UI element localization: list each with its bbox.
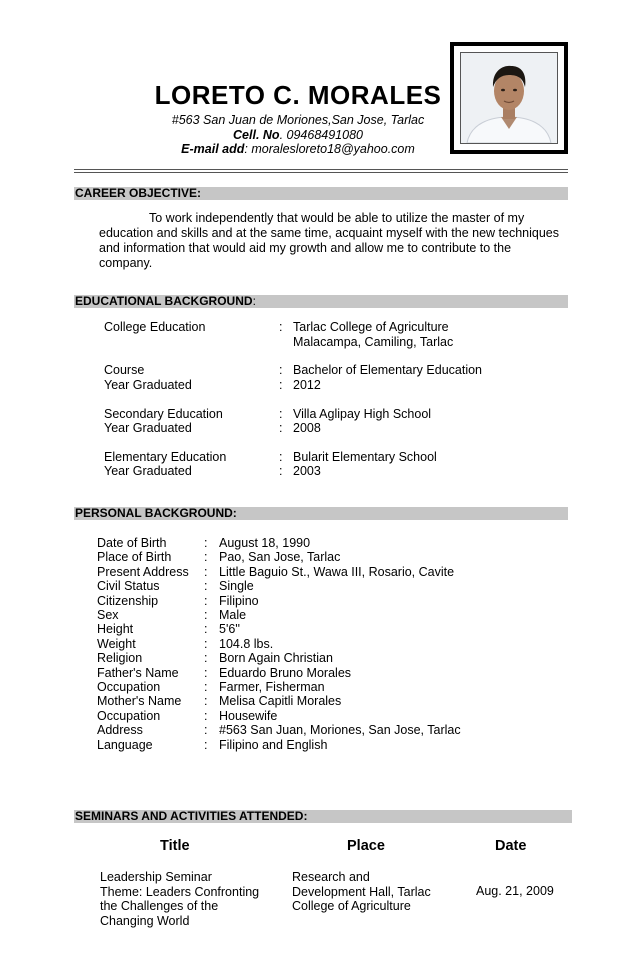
header-divider-second: [74, 172, 568, 173]
applicant-name: LORETO C. MORALES: [154, 80, 442, 110]
education-row-label: Year Graduated: [104, 421, 192, 435]
column-header-date: Date: [495, 838, 527, 854]
personal-row-value: Little Baguio St., Wawa III, Rosario, Cavite: [219, 564, 455, 579]
education-row-value: Villa Aglipay High School: [293, 407, 432, 421]
personal-row-value: 104.8 lbs.: [219, 636, 274, 651]
education-row-value: Malacampa, Camiling, Tarlac: [293, 335, 454, 349]
personal-row-label: Father's Name: [97, 665, 179, 680]
personal-row-separator: :: [204, 608, 208, 622]
career-objective-heading: CAREER OBJECTIVE:: [74, 187, 568, 200]
education-row-separator: :: [279, 421, 283, 435]
personal-row-separator: :: [204, 708, 208, 723]
personal-row-label: Place of Birth: [97, 550, 172, 565]
education-row-separator: :: [279, 407, 283, 421]
personal-row-separator: :: [204, 564, 208, 579]
seminar-title-line: Changing World: [100, 913, 190, 928]
personal-row-separator: :: [204, 579, 208, 594]
personal-row-value: Eduardo Bruno Morales: [219, 665, 352, 680]
personal-row-value: Single: [219, 579, 254, 594]
education-row-label: Year Graduated: [104, 464, 192, 478]
education-row-value: Bachelor of Elementary Education: [293, 363, 482, 377]
education-row-separator: :: [279, 464, 283, 478]
seminar-place-line: Research and: [292, 870, 370, 884]
personal-row-value: Melisa Capitli Morales: [219, 694, 342, 709]
personal-row-separator: :: [204, 737, 208, 752]
personal-row-value: Pao, San Jose, Tarlac: [219, 550, 341, 565]
personal-row-separator: :: [204, 694, 208, 709]
education-row-separator: :: [279, 378, 283, 392]
personal-row-label: Occupation: [97, 680, 161, 694]
personal-row-separator: :: [204, 636, 208, 651]
seminar-title-line: the Challenges of the: [100, 899, 219, 913]
personal-background-heading: PERSONAL BACKGROUND:: [74, 507, 568, 520]
seminar-title-line: Leadership Seminar: [100, 870, 212, 884]
education-row-label: Elementary Education: [104, 450, 227, 464]
personal-row-value: 5'6'': [219, 622, 241, 637]
education-row-separator: :: [279, 450, 283, 464]
personal-row-value: Filipino and English: [219, 737, 328, 752]
personal-row-label: Present Address: [97, 564, 189, 579]
photo-frame: [450, 42, 568, 154]
education-row-separator: :: [279, 363, 283, 377]
seminar-date: Aug. 21, 2009: [476, 884, 554, 898]
personal-row-label: Civil Status: [97, 579, 160, 594]
personal-row-separator: :: [204, 651, 208, 666]
personal-row-label: Mother's Name: [97, 694, 182, 709]
personal-row-value: Born Again Christian: [219, 651, 333, 666]
cell-value: . 09468491080: [279, 128, 363, 142]
career-objective-text: To work independently that would be able to utilize the master of my education and skills and at the same time, acquaint myself with the new techniques and information that would aid my growth and allow me to contribute to the company.: [99, 211, 559, 270]
seminar-place-line: Development Hall, Tarlac: [292, 884, 431, 899]
education-row-label: Secondary Education: [104, 407, 223, 421]
education-row-label: Course: [104, 363, 145, 377]
header-divider: [74, 169, 568, 170]
personal-row-value: Male: [219, 608, 247, 622]
email-value: : moralesloreto18@yahoo.com: [244, 142, 415, 156]
applicant-cell: [150, 128, 446, 142]
education-row-value: 2003: [293, 464, 321, 478]
education-row-label: Year Graduated: [104, 378, 192, 392]
personal-row-label: Height: [97, 622, 134, 637]
personal-row-value: Filipino: [219, 593, 259, 608]
personal-row-separator: :: [204, 680, 208, 694]
personal-row-separator: :: [204, 665, 208, 680]
personal-row-separator: :: [204, 593, 208, 608]
applicant-address: #563 San Juan de Moriones,San Jose, Tarlac: [171, 113, 425, 127]
personal-row-value: August 18, 1990: [219, 536, 311, 550]
column-header-title: Title: [160, 838, 190, 854]
applicant-email: [150, 142, 446, 156]
personal-row-label: Citizenship: [97, 593, 159, 608]
education-row-value: Bularit Elementary School: [293, 450, 437, 464]
personal-row-value: Farmer, Fisherman: [219, 680, 325, 694]
personal-row-separator: :: [204, 622, 208, 637]
personal-row-label: Language: [97, 737, 153, 752]
personal-row-label: Address: [97, 723, 143, 738]
educational-background-heading: EDUCATIONAL BACKGROUND:: [74, 295, 568, 308]
column-header-place: Place: [347, 838, 385, 854]
cell-label: Cell. No: [233, 128, 280, 142]
personal-row-label: Occupation: [97, 708, 161, 723]
personal-row-label: Religion: [97, 651, 143, 666]
seminar-title-line: Theme: Leaders Confronting: [100, 884, 260, 899]
education-row-value: 2012: [293, 378, 321, 392]
personal-row-separator: :: [204, 723, 208, 738]
person-photo-icon: [460, 52, 558, 144]
personal-row-value: #563 San Juan, Moriones, San Jose, Tarlac: [219, 723, 461, 738]
education-row-separator: :: [279, 320, 283, 334]
personal-row-label: Weight: [97, 636, 136, 651]
education-row-value: 2008: [293, 421, 321, 435]
seminar-place-line: College of Agriculture: [292, 899, 411, 913]
personal-row-separator: :: [204, 550, 208, 565]
email-label: E-mail add: [181, 142, 245, 156]
education-row-label: College Education: [104, 320, 206, 334]
personal-row-value: Housewife: [219, 708, 278, 723]
personal-row-label: Date of Birth: [97, 536, 167, 550]
personal-row-label: Sex: [97, 608, 119, 622]
seminars-heading: SEMINARS AND ACTIVITIES ATTENDED:: [74, 810, 572, 823]
personal-row-separator: :: [204, 536, 208, 550]
education-row-value: Tarlac College of Agriculture: [293, 320, 449, 334]
